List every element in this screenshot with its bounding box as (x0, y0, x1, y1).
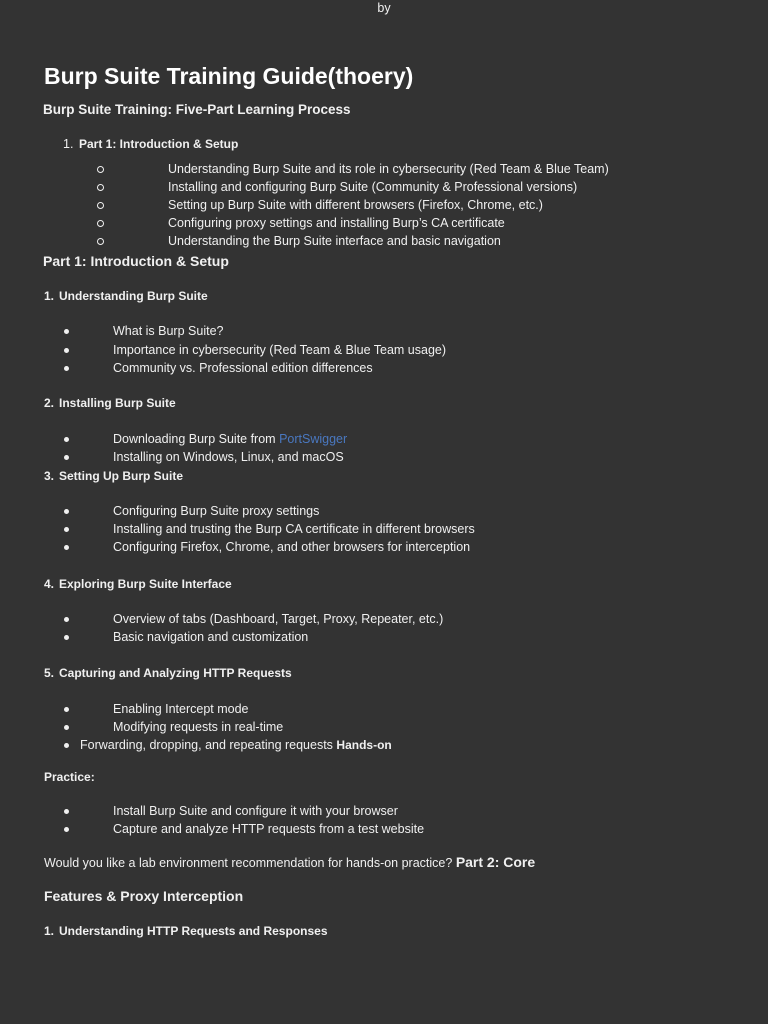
list-item-text: Installing on Windows, Linux, and macOS (113, 450, 344, 464)
byline: by (377, 1, 391, 15)
list-item (0, 802, 768, 820)
outline-subitem (0, 196, 768, 214)
list-item-text: Modifying requests in real-time (113, 720, 284, 734)
list-item-text: Configuring Firefox, Chrome, and other browsers for interception (113, 540, 471, 554)
practice-label: Practice: (44, 770, 95, 784)
hollow-bullet-icon (97, 166, 104, 173)
bullet-icon (64, 455, 69, 460)
hollow-bullet-icon (97, 238, 104, 245)
section-title: Capturing and Analyzing HTTP Requests (59, 666, 292, 680)
bullet-icon (64, 617, 69, 622)
list-item (0, 628, 768, 646)
list-item-content (80, 736, 392, 754)
byline-row (0, 0, 768, 17)
list-item (0, 322, 768, 340)
section-number: 2. (44, 396, 55, 410)
hands-on-label: Hands-on (336, 738, 392, 752)
list-item (0, 359, 768, 377)
bullet-icon (64, 635, 69, 640)
outline-subitem-text: Configuring proxy settings and installing Burp’s CA certificate (168, 216, 505, 230)
bullet-icon (64, 437, 69, 442)
section-heading (0, 575, 768, 593)
bullet-icon (64, 545, 69, 550)
list-item-text: Capture and analyze HTTP requests from a test website (113, 822, 425, 836)
part2-heading-start: Part 2: Core (455, 854, 536, 870)
outline-subitem (0, 160, 768, 178)
section-title: Installing Burp Suite (59, 396, 176, 410)
list-item-content (113, 430, 347, 448)
list-item (0, 736, 768, 754)
list-item-text: Importance in cybersecurity (Red Team & Blue Team usage) (113, 343, 447, 357)
list-item (0, 448, 768, 466)
section-number: 5. (44, 666, 55, 680)
bullet-icon (64, 809, 69, 814)
section-title: Exploring Burp Suite Interface (59, 577, 232, 591)
list-item (0, 341, 768, 359)
section-number: 3. (44, 469, 55, 483)
closing-question: Would you like a lab environment recommendation for hands-on practice? (44, 856, 453, 870)
list-number: 1. (63, 137, 74, 151)
outline-subitem-text: Understanding the Burp Suite interface and basic navigation (168, 234, 501, 248)
part1-heading: Part 1: Introduction & Setup (43, 253, 229, 269)
outline-subitem (0, 214, 768, 232)
portswigger-link[interactable]: PortSwigger (279, 432, 348, 446)
section-number: 1. (44, 924, 55, 938)
list-item (0, 820, 768, 838)
outline-subitem (0, 178, 768, 196)
bullet-icon (64, 743, 69, 748)
list-item-text: Configuring Burp Suite proxy settings (113, 504, 320, 518)
closing-paragraph (0, 853, 768, 871)
section-heading (0, 467, 768, 485)
bullet-icon (64, 366, 69, 371)
section-number: 4. (44, 577, 55, 591)
bullet-icon (64, 827, 69, 832)
list-item-text: Forwarding, dropping, and repeating requests (80, 738, 333, 752)
section-heading (0, 664, 768, 682)
hollow-bullet-icon (97, 220, 104, 227)
list-item-text: Enabling Intercept mode (113, 702, 249, 716)
bullet-icon (64, 527, 69, 532)
section-heading (0, 922, 768, 940)
outline-subitem-text: Understanding Burp Suite and its role in cybersecurity (Red Team & Blue Team) (168, 162, 609, 176)
bullet-icon (64, 348, 69, 353)
list-item (0, 610, 768, 628)
bullet-icon (64, 509, 69, 514)
outline-subitem-text: Installing and configuring Burp Suite (Community & Professional versions) (168, 180, 578, 194)
list-item (0, 538, 768, 556)
list-item-text: Community vs. Professional edition differences (113, 361, 373, 375)
bullet-icon (64, 725, 69, 730)
hollow-bullet-icon (97, 202, 104, 209)
outline-subitem (0, 232, 768, 250)
bullet-icon (64, 707, 69, 712)
bullet-icon (64, 329, 69, 334)
section-title: Understanding HTTP Requests and Responses (59, 924, 328, 938)
list-item-text: Downloading Burp Suite from (113, 432, 276, 446)
document-title: Burp Suite Training Guide(thoery) (44, 63, 414, 89)
document-subtitle: Burp Suite Training: Five-Part Learning Process (43, 102, 351, 117)
section-heading (0, 287, 768, 305)
section-title: Understanding Burp Suite (59, 289, 208, 303)
closing-content (44, 853, 535, 872)
list-item-text: Overview of tabs (Dashboard, Target, Proxy, Repeater, etc.) (113, 612, 444, 626)
section-title: Setting Up Burp Suite (59, 469, 183, 483)
outline-item (0, 135, 768, 153)
part2-heading: Features & Proxy Interception (44, 888, 244, 904)
list-item (0, 700, 768, 718)
list-item (0, 430, 768, 448)
section-heading (0, 394, 768, 412)
list-item-text: What is Burp Suite? (113, 324, 224, 338)
list-item-text: Install Burp Suite and configure it with your browser (113, 804, 398, 818)
section-number: 1. (44, 289, 55, 303)
list-item (0, 718, 768, 736)
practice-heading (0, 768, 768, 786)
outline-subitem-text: Setting up Burp Suite with different browsers (Firefox, Chrome, etc.) (168, 198, 543, 212)
list-item-text: Installing and trusting the Burp CA certificate in different browsers (113, 522, 475, 536)
hollow-bullet-icon (97, 184, 104, 191)
list-item (0, 520, 768, 538)
outline-item-label: Part 1: Introduction & Setup (79, 137, 239, 151)
list-item (0, 502, 768, 520)
list-item-text: Basic navigation and customization (113, 630, 309, 644)
